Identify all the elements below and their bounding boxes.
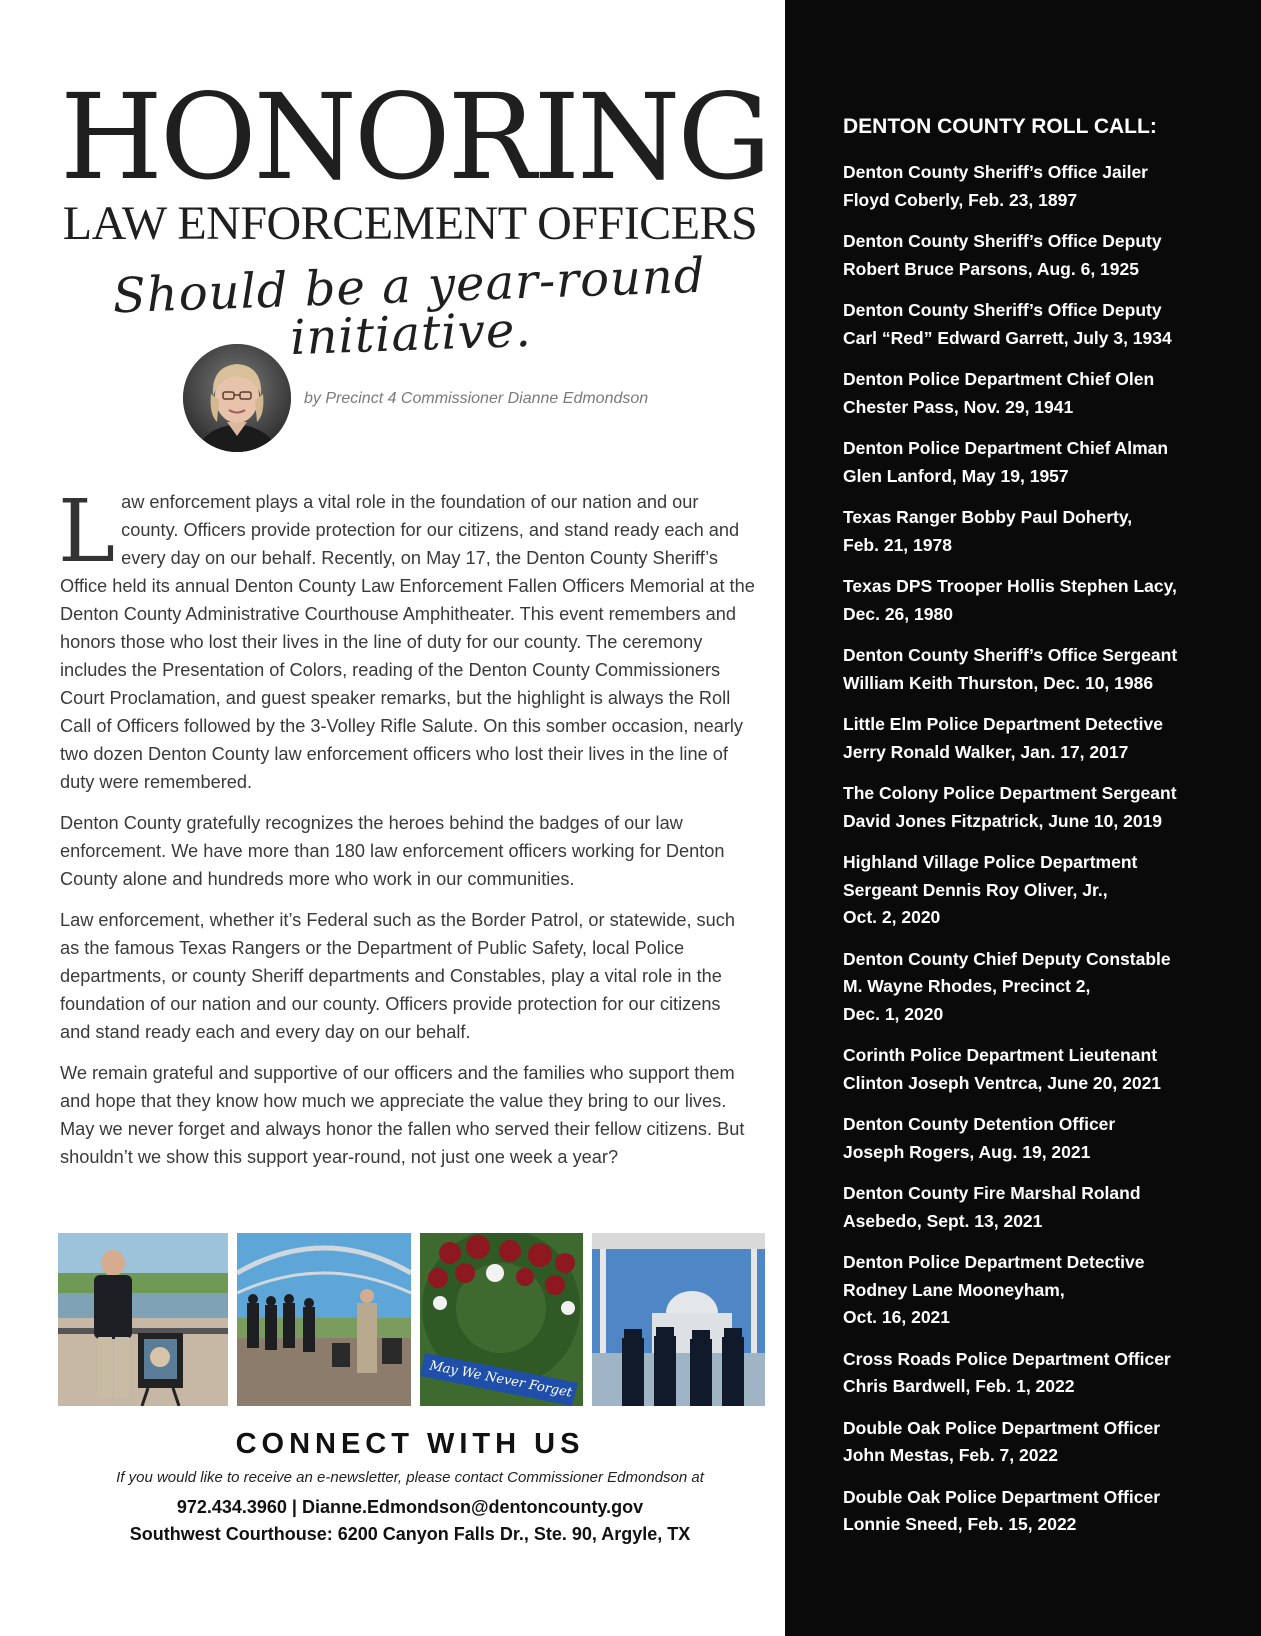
- roll-call-line: Asebedo, Sept. 13, 2021: [843, 1210, 1043, 1231]
- roll-call-line: Glen Lanford, May 19, 1957: [843, 465, 1069, 486]
- roll-call-item: [843, 297, 1223, 352]
- connect-address: Southwest Courthouse: 6200 Canyon Falls Dr., Ste. 90, Argyle, TX: [129, 1524, 691, 1544]
- roll-call-line: Denton County Sheriff’s Office Deputy: [843, 300, 1162, 320]
- photo-officers-on-bridge: [237, 1233, 411, 1406]
- article-paragraph: [58, 482, 755, 796]
- roll-call-line: M. Wayne Rhodes, Precinct 2,: [843, 976, 1091, 996]
- roll-call-line: Clinton Joseph Ventrca, June 20, 2021: [843, 1072, 1162, 1093]
- roll-call-line: Oct. 16, 2021: [843, 1307, 951, 1327]
- roll-call-item: [843, 1484, 1223, 1539]
- roll-call-line: Highland Village Police Department: [843, 852, 1138, 872]
- roll-call-line: Denton County Chief Deputy Constable: [843, 948, 1171, 969]
- roll-call-line: Feb. 21, 1978: [843, 534, 952, 555]
- roll-call-item: [843, 1042, 1223, 1097]
- roll-call-line: Denton County Detention Officer: [843, 1114, 1116, 1134]
- roll-call-line: Double Oak Police Department Officer: [843, 1417, 1161, 1438]
- page-tagline: Should be a year-round initiative.: [111, 247, 707, 367]
- ribbon-text: May We Never Forget: [428, 1358, 574, 1401]
- article-body: [58, 482, 755, 1184]
- roll-call-item: [843, 435, 1223, 490]
- roll-call-line: Denton County Sheriff’s Office Jailer: [843, 162, 1148, 182]
- roll-call-item: [843, 1111, 1223, 1166]
- roll-call-line: Oct. 2, 2020: [843, 907, 941, 927]
- roll-call-line: Joseph Rogers, Aug. 19, 2021: [843, 1141, 1091, 1162]
- roll-call-line: Chris Bardwell, Feb. 1, 2022: [843, 1376, 1075, 1396]
- roll-call-line: David Jones Fitzpatrick, June 10, 2019: [843, 810, 1163, 831]
- roll-call-item: [843, 849, 1223, 932]
- page-title: HONORING: [60, 68, 769, 206]
- roll-call-line: William Keith Thurston, Dec. 10, 1986: [843, 672, 1154, 693]
- roll-call-item: [843, 228, 1223, 283]
- connect-heading: CONNECT WITH US: [235, 1428, 585, 1460]
- roll-call-line: Texas DPS Trooper Hollis Stephen Lacy,: [843, 576, 1177, 596]
- drop-cap: L: [58, 482, 116, 582]
- article-paragraph: We remain grateful and supportive of our officers and the families who support them and hope that they know how much we appreciate the value they bring to our lives. May we never forget and always honor the fallen who served their fellow citizens. But shouldn’t we show this support year-round, not just one week a year?: [60, 1063, 745, 1167]
- photo-strip: [58, 1233, 765, 1406]
- roll-call-title: DENTON COUNTY ROLL CALL:: [843, 115, 1157, 138]
- roll-call-item: [843, 1180, 1223, 1235]
- connect-contact[interactable]: 972.434.3960 | Dianne.Edmondson@dentoncounty.gov: [176, 1497, 644, 1517]
- roll-call-line: Chester Pass, Nov. 29, 1941: [843, 396, 1074, 417]
- article-paragraph: Law enforcement, whether it’s Federal such as the Border Patrol, or statewide, such as the famous Texas Rangers or the Department of Public Safety, local Police departments, or county Sheriff departments and Constables, play a vital role in the foundation of our nation and our county. Officers provide protection for our citizens and stand ready each and every day on our behalf.: [60, 910, 735, 1042]
- roll-call-item: [843, 1415, 1223, 1470]
- roll-call-line: Lonnie Sneed, Feb. 15, 2022: [843, 1514, 1077, 1534]
- roll-call-item: [843, 573, 1223, 628]
- photo-memorial-wreath: [420, 1233, 583, 1406]
- roll-call-line: Texas Ranger Bobby Paul Doherty,: [843, 507, 1133, 527]
- roll-call-item: [843, 711, 1223, 766]
- roll-call-line: Carl “Red” Edward Garrett, July 3, 1934: [843, 327, 1172, 348]
- roll-call-list: [843, 159, 1223, 1553]
- roll-call-line: Jerry Ronald Walker, Jan. 17, 2017: [843, 741, 1129, 762]
- roll-call-line: Robert Bruce Parsons, Aug. 6, 1925: [843, 258, 1139, 279]
- roll-call-item: [843, 946, 1223, 1029]
- photo-officer-with-portrait: [58, 1233, 228, 1406]
- connect-text: If you would like to receive an e-newsletter, please contact Commissioner Edmondson at: [116, 1469, 704, 1486]
- roll-call-item: [843, 1346, 1223, 1401]
- roll-call-line: Dec. 1, 2020: [843, 1003, 944, 1024]
- author-avatar: [183, 344, 291, 452]
- roll-call-line: Corinth Police Department Lieutenant: [843, 1045, 1158, 1065]
- roll-call-line: Floyd Coberly, Feb. 23, 1897: [843, 189, 1078, 210]
- roll-call-line: Double Oak Police Department Officer: [843, 1486, 1161, 1507]
- roll-call-line: Rodney Lane Mooneyham,: [843, 1279, 1065, 1300]
- photo-honor-guard: [592, 1233, 765, 1406]
- byline: by Precinct 4 Commissioner Dianne Edmondson: [304, 390, 649, 407]
- roll-call-line: John Mestas, Feb. 7, 2022: [843, 1445, 1058, 1465]
- roll-call-line: Cross Roads Police Department Officer: [843, 1348, 1171, 1369]
- roll-call-item: [843, 642, 1223, 697]
- roll-call-line: Denton Police Department Detective: [843, 1252, 1145, 1272]
- roll-call-line: Sergeant Dennis Roy Oliver, Jr.,: [843, 879, 1108, 900]
- page-subtitle: LAW ENFORCEMENT OFFICERS: [62, 197, 758, 250]
- roll-call-line: Denton Police Department Chief Olen: [843, 369, 1155, 389]
- roll-call-item: [843, 780, 1223, 835]
- roll-call-line: Dec. 26, 1980: [843, 603, 953, 624]
- roll-call-item: [843, 159, 1223, 214]
- roll-call-line: Little Elm Police Department Detective: [843, 714, 1163, 734]
- roll-call-line: The Colony Police Department Sergeant: [843, 783, 1177, 803]
- article-paragraph: Denton County gratefully recognizes the heroes behind the badges of our law enforcement. We have more than 180 law enforcement officers working for Denton County alone and hundreds more who work in our communities.: [60, 813, 725, 889]
- roll-call-item: [843, 1249, 1223, 1332]
- roll-call-line: Denton Police Department Chief Alman: [843, 438, 1169, 458]
- roll-call-line: Denton County Sheriff’s Office Sergeant: [843, 645, 1178, 665]
- roll-call-line: Denton County Fire Marshal Roland: [843, 1183, 1141, 1203]
- roll-call-line: Denton County Sheriff’s Office Deputy: [843, 231, 1162, 251]
- article-paragraph-text: aw enforcement plays a vital role in the foundation of our nation and our county. Officers provide protection for our citizens, and stand ready each and every day on our behalf. Recently, on May 17, the Denton County Sheriff’s Office held its annual Denton County Law Enforcement Fallen Officers Memorial at the Denton County Administrative Courthouse Amphitheater. This event remembers and honors those who lost their lives in the line of duty for our county. The ceremony includes the Presentation of Colors, reading of the Denton County Commissioners Court Proclamation, and guest speaker remarks, but the highlight is always the Roll Call of Officers followed by the 3-Volley Rifle Salute. On this somber occasion, nearly two dozen Denton County law enforcement officers who lost their lives in the line of duty were remembered.: [60, 492, 755, 792]
- roll-call-item: [843, 366, 1223, 421]
- roll-call-item: [843, 504, 1223, 559]
